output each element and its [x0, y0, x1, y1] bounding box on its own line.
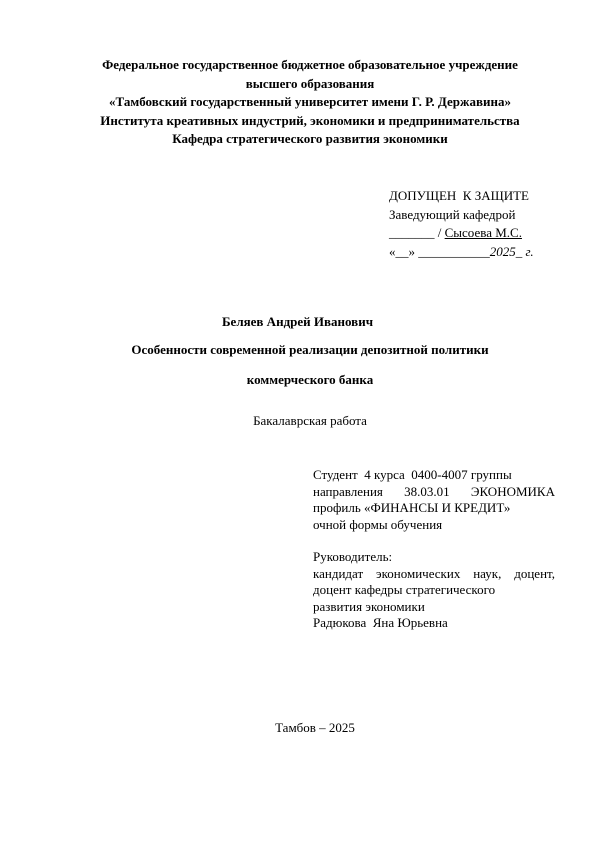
- date-close-quote: »: [408, 243, 419, 259]
- degree-word: экономических: [376, 565, 461, 581]
- degree-word: кандидат: [313, 565, 364, 581]
- supervisor-degree: [313, 566, 555, 583]
- department-head-name: Сысоева М.С.: [444, 225, 522, 240]
- signature-separator: /: [434, 225, 445, 240]
- thesis-title-line-2: коммерческого банка: [246, 372, 374, 387]
- student-direction: [313, 484, 555, 501]
- work-type: Бакалаврская работа: [253, 413, 367, 428]
- degree-word: доцент,: [514, 565, 555, 581]
- student-study-form: очной формы обучения: [313, 516, 443, 532]
- approval-position: Заведующий кафедрой: [389, 206, 516, 222]
- student-info-block: [313, 467, 555, 632]
- degree-word: наук,: [473, 565, 502, 581]
- author-name: Беляев Андрей Иванович: [221, 314, 374, 329]
- supervisor-name: Радюкова Яна Юрьевна: [313, 615, 448, 630]
- direction-code: 38.03.01: [404, 483, 450, 499]
- institution-header: [60, 56, 560, 149]
- city-year: Тамбов – 2025: [275, 720, 355, 735]
- date-year: 2025: [489, 243, 516, 259]
- header-line: «Тамбовский государственный университет имени Г. Р. Державина»: [109, 94, 511, 109]
- approval-signature-line: [389, 224, 534, 243]
- approval-block: [389, 187, 534, 261]
- student-profile: профиль «ФИНАНСЫ И КРЕДИТ»: [313, 500, 511, 515]
- approval-title: ДОПУЩЕН К ЗАЩИТЕ: [389, 188, 529, 203]
- date-suffix: _ г.: [515, 243, 534, 259]
- date-month-blank: ___________: [418, 243, 490, 259]
- student-course-group: Студент 4 курса 0400-4007 группы: [313, 467, 512, 482]
- supervisor-department: развития экономики: [313, 598, 425, 614]
- supervisor-position: доцент кафедры стратегического: [313, 582, 496, 597]
- date-open-quote: «: [389, 243, 396, 259]
- signature-blank: _______: [389, 225, 435, 240]
- direction-name: ЭКОНОМИКА: [470, 483, 555, 499]
- date-day-blank: __: [395, 243, 409, 259]
- direction-label: направления: [313, 483, 383, 499]
- thesis-title-line-1: Особенности современной реализации депозитной политики: [131, 342, 489, 357]
- header-line: Института креативных индустрий, экономики и предпринимательства: [100, 112, 520, 128]
- header-line: Федеральное государственное бюджетное образовательное учреждение: [102, 57, 518, 72]
- header-line: высшего образования: [245, 75, 375, 91]
- supervisor-label: Руководитель:: [313, 549, 393, 564]
- approval-date-line: [389, 243, 534, 262]
- header-line: Кафедра стратегического развития экономики: [172, 131, 448, 146]
